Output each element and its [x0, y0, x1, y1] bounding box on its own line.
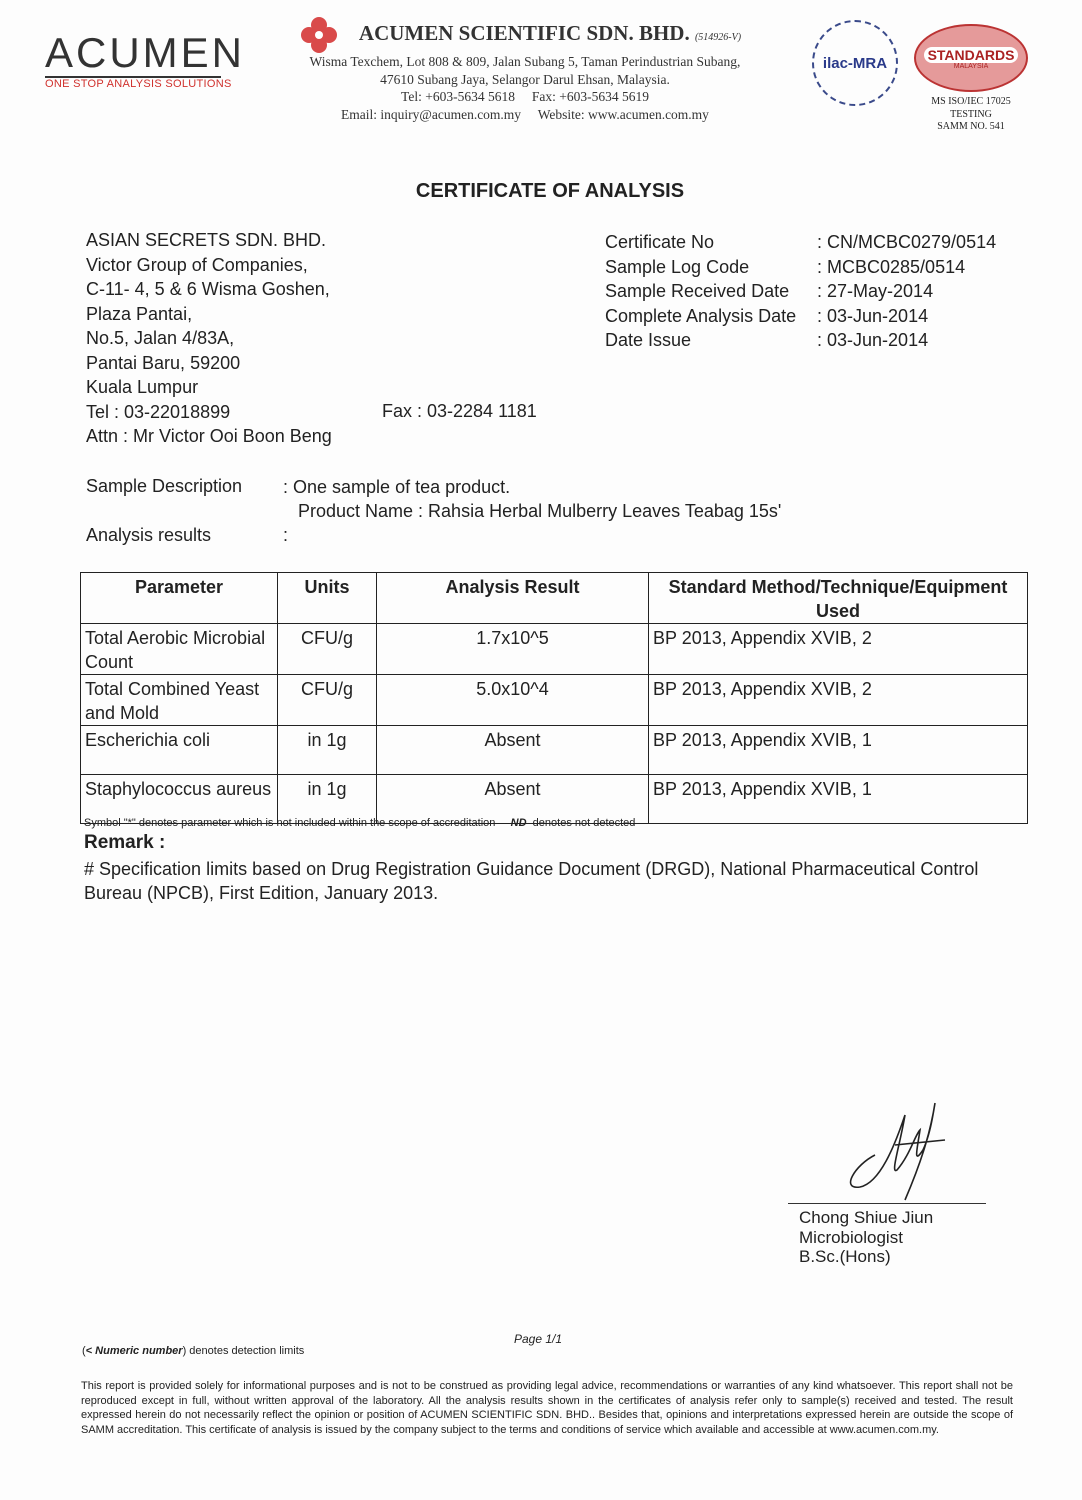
client-attn: Attn : Mr Victor Ooi Boon Beng: [86, 426, 332, 446]
ilac-text: ilac-MRA: [822, 54, 888, 72]
lab-address-2: 47610 Subang Jaya, Selangor Darul Ehsan, Malaysia.: [380, 71, 670, 87]
client-line: ASIAN SECRETS SDN. BHD.: [86, 230, 327, 250]
sample-description-label: Sample Description: [86, 476, 243, 496]
colon: :: [283, 525, 289, 545]
document-title: CERTIFICATE OF ANALYSIS: [415, 180, 685, 202]
signatory: [799, 1208, 933, 1267]
standards-malaysia-logo: [914, 24, 1028, 92]
signatory-degree: B.Sc.(Hons): [799, 1247, 891, 1266]
result-cell: 5.0x10^4: [377, 675, 649, 726]
lab-reg: (514926-V): [694, 32, 742, 43]
info-label: Sample Received Date: [605, 281, 790, 301]
info-row: Sample Log Code : MCBC0285/0514: [605, 255, 996, 280]
info-value: MCBC0285/0514: [827, 256, 966, 277]
info-value: 03-Jun-2014: [827, 330, 929, 350]
parameter-cell: Total Aerobic Microbial Count: [81, 624, 278, 675]
info-row: Date Issue : 03-Jun-2014: [605, 328, 996, 353]
logo-tagline: ONE STOP ANALYSIS SOLUTIONS: [45, 78, 232, 90]
signature: [835, 1095, 955, 1205]
nd-note: denotes not detected: [532, 817, 636, 829]
signatory-role: Microbiologist: [799, 1227, 903, 1247]
info-row: Sample Received Date : 27-May-2014: [605, 279, 996, 304]
symbol-note: Symbol "*" denotes parameter which is not included within the scope of accreditation: [84, 817, 496, 829]
method-cell: BP 2013, Appendix XVIB, 1: [649, 726, 1028, 775]
result-cell: Absent: [377, 726, 649, 775]
sample-description-value: One sample of tea product.: [293, 477, 511, 497]
info-value: CN/MCBC0279/0514: [827, 232, 997, 252]
column-header: Standard Method/Technique/Equipment Used: [649, 573, 1028, 624]
info-row: Certificate No : CN/MCBC0279/0514: [605, 230, 996, 255]
client-line: No.5, Jalan 4/83A,: [86, 328, 235, 348]
parameter-cell: Staphylococcus aureus: [81, 775, 278, 824]
client-line: Plaza Pantai,: [86, 303, 193, 324]
accreditation-text: [912, 96, 1030, 134]
info-value: 27-May-2014: [827, 281, 934, 301]
column-header: Units: [278, 573, 377, 624]
remark-text: # Specification limits based on Drug Registration Guidance Document (DRGD), National Pharmaceutical Control Bureau (NPCB), First Edition, January 2013.: [84, 859, 979, 903]
signature-line: [788, 1203, 986, 1204]
client-address: [86, 228, 332, 449]
method-cell: BP 2013, Appendix XVIB, 2: [649, 624, 1028, 675]
client-line: Kuala Lumpur: [86, 377, 199, 397]
info-label: Date Issue: [605, 330, 692, 350]
standards-sub: MALAYSIA: [953, 62, 989, 70]
acc-line: SAMM NO. 541: [937, 121, 1005, 132]
analysis-results-label: Analysis results: [86, 525, 212, 545]
detection-note: denotes detection limits: [189, 1345, 305, 1357]
lab-contact: Email: inquiry@acumen.com.my Website: www.acumen.com.my: [341, 106, 709, 122]
info-label: Certificate No: [605, 232, 715, 252]
page-number: Page 1/1: [514, 1332, 563, 1346]
product-name: Product Name : Rahsia Herbal Mulberry Leaves Teabag 15s': [298, 501, 782, 521]
lab-name: ACUMEN SCIENTIFIC SDN. BHD.: [358, 21, 690, 45]
detection-emphasis: < Numeric number: [85, 1345, 183, 1357]
result-cell: 1.7x10^5: [377, 624, 649, 675]
client-tel: Tel : 03-22018899: [86, 401, 231, 422]
certificate-page: ACUMEN ONE STOP ANALYSIS SOLUTIONS ACUMEN SCIENTIFIC SDN. BHD. (514926-V) Wisma Texchem, Lot 808 & 809, Jalan Subang 5, Taman Perindustrian Subang, 47610 Subang Jaya, Selangor Darul Ehsan, Malaysia. Tel: +603-5634 5618 Fax: +603-5634 5619 Email: inquiry@acumen.com.my Website: www.acumen.com.my ilac-MRA STANDARDS MALAYSIA MS ISO/IEC 17025 TESTING SAMM NO. 541 CERTIFICATE OF ANALYSIS ASIAN SECRETS SDN. BHD. Victor Group of Companies, C-11- 4, 5 & 6 Wisma Goshen, Plaza Pantai, No.5, Jalan 4/83A, Pantai Baru, 59200 Kuala Lumpur Tel : 03-22018899 Attn : Mr Victor Ooi Boon Beng Fax : 03-2284 1181 Certificate No : CN/MCBC0279/0514 Sample Log Code : MCBC0285/0514 Sample Received Date : 27-May-2014 Complete Analysis Date : 03-Jun-2014 Date Issue : 03-Jun-2014 Sample Description : One sample of tea product. Product Name : Rahsia Herbal Mulberry Leaves Teabag 15s' Analysis results : Parameter Units Analysis Result Standard Method/Technique/Equipment Used Total Aerobic Microbial Count CFU/g 1.7x10^5 BP 2013, Appendix XVIB, 2 Total Combined Yeast and Mold CFU/g 5.0x10^4 BP 2013, Appendix XVIB, 2 Escherichia coli in 1g Absent BP 2013, Appendix XVIB, 1 Staphylococcus aureus in 1g Absent BP 2013, Appendix XVIB, 1 Symbol "*" denotes parameter which is not included within the scope of accreditation ND denotes not detected Remark : # Specification limits based on Drug Registration Guidance Document (DRGD), National Pharmaceutical Control Bureau (NPCB), First Edition, January 2013. Chong Shiue Jiun Microbiologist B.Sc.(Hons) Page 1/1 (< Numeric number) denotes detection limits This report is provided solely for informational purposes and is not to be construed as providing legal advice, recommendations or warranties of any kind whatsoever. This report shall not be reproduced except in full, without written approval of the laboratory. All the analysis results shown in the certificates of analysis refer only to sample(s) received and tested. The result expressed herein do not necessarily reflect the opinion or position of ACUMEN SCIENTIFIC SDN. BHD.. Besides that, opinions and interpretations expressed herein are outside the scope of SAMM accreditation. This certificate of analysis is issued by the company subject to the terms and conditions of service which available and accessible at www.acumen.com.my.: [0, 0, 1082, 1500]
table-row: [81, 624, 1028, 675]
acumen-logo: [45, 29, 246, 90]
units-cell: CFU/g: [278, 624, 377, 675]
client-line: C-11- 4, 5 & 6 Wisma Goshen,: [86, 279, 330, 299]
info-label: Complete Analysis Date: [605, 305, 797, 326]
info-row: Complete Analysis Date : 03-Jun-2014: [605, 304, 996, 329]
client-fax: Fax : 03-2284 1181: [382, 401, 537, 421]
acc-line: MS ISO/IEC 17025: [931, 96, 1011, 107]
nd-label: ND: [510, 817, 527, 829]
client-line: Victor Group of Companies,: [86, 254, 308, 275]
results-table: [80, 572, 1028, 824]
table-header-row: [81, 573, 1028, 624]
parameter-cell: Escherichia coli: [81, 726, 278, 775]
signatory-name: Chong Shiue Jiun: [799, 1208, 934, 1227]
lab-address-1: Wisma Texchem, Lot 808 & 809, Jalan Subang 5, Taman Perindustrian Subang,: [309, 54, 741, 69]
units-cell: in 1g: [278, 775, 377, 824]
result-cell: Absent: [377, 775, 649, 824]
certificate-info: [605, 230, 996, 353]
acc-line: TESTING: [950, 108, 992, 120]
column-header: Analysis Result: [377, 573, 649, 624]
standards-text: STANDARDS: [924, 47, 1019, 63]
info-value: 03-Jun-2014: [827, 305, 929, 326]
remark-title: Remark :: [84, 832, 166, 853]
units-cell: CFU/g: [278, 675, 377, 726]
table-row: [81, 675, 1028, 726]
units-cell: in 1g: [278, 726, 377, 775]
lab-phone: Tel: +603-5634 5618 Fax: +603-5634 5619: [401, 89, 649, 104]
logo-text: ACUMEN: [45, 29, 246, 76]
method-cell: BP 2013, Appendix XVIB, 2: [649, 675, 1028, 726]
method-cell: BP 2013, Appendix XVIB, 1: [649, 775, 1028, 824]
client-line: Pantai Baru, 59200: [86, 352, 241, 373]
info-label: Sample Log Code: [605, 256, 750, 277]
ilac-mra-logo: [812, 20, 898, 106]
disclaimer: This report is provided solely for informational purposes and is not to be construed as providing legal advice, recommendations or warranties of any kind whatsoever. This report shall not be reproduced except in full, without written approval of the laboratory. All the analysis results shown in the certificates of analysis refer only to sample(s) received and tested. The result expressed herein do not necessarily reflect the opinion or position of ACUMEN SCIENTIFIC SDN. BHD.. Besides that, opinions and interpretations expressed herein are outside the scope of SAMM accreditation. This certificate of analysis is issued by the company subject to the terms and conditions of service which available and accessible at www.acumen.com.my.: [81, 1380, 1013, 1436]
lab-header: [280, 18, 770, 123]
column-header: Parameter: [81, 573, 278, 624]
parameter-cell: Total Combined Yeast and Mold: [81, 675, 278, 726]
table-row: [81, 726, 1028, 775]
